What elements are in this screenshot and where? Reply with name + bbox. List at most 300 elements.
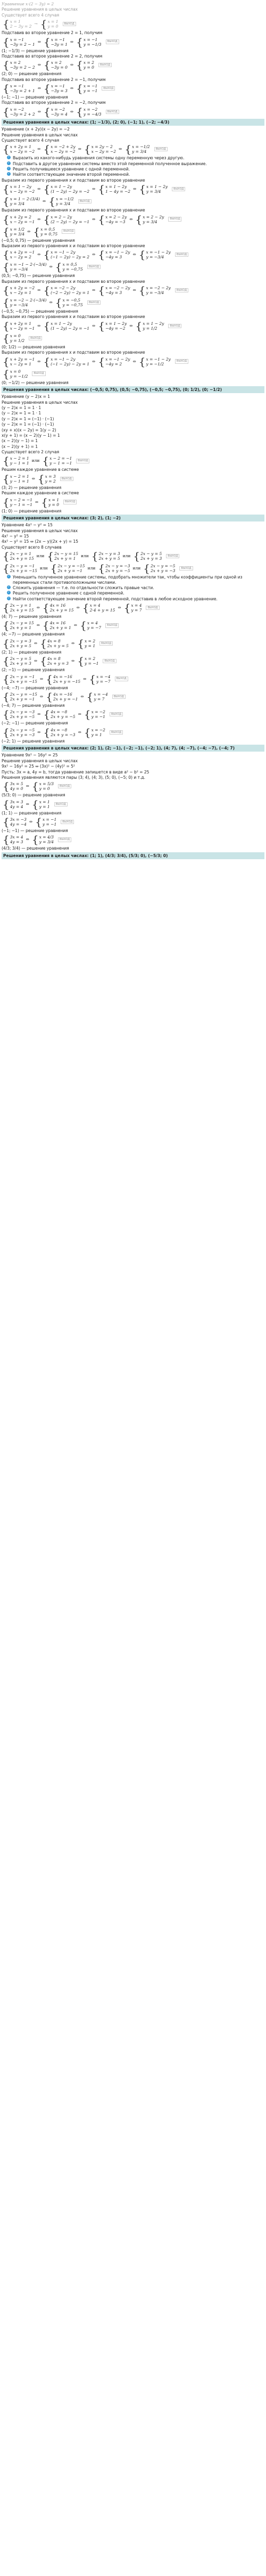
brace-glyph: { [3, 225, 10, 238]
exit-button[interactable]: ВЫХОД [110, 730, 123, 735]
method-step-item [7, 167, 264, 172]
operator: ⇔ [49, 300, 53, 305]
equation-row: x − 2 = −1 [49, 456, 72, 461]
equation-system-line [2, 655, 264, 667]
brace-glyph: { [3, 320, 10, 332]
brace-glyph: { [3, 798, 10, 810]
result-highlight: Решения уравнения в целых числах: (2; 1), (2; −1), (−2; −1), (−2; 1), (4; 7), (4; −7), (−4; −7), (−4; 7) [2, 745, 264, 752]
equation-row: 2x + y = 1 [49, 625, 71, 631]
brace-glyph: { [3, 105, 10, 118]
equation-system [3, 709, 35, 720]
text-line: Выразим из первого уравнения x и подставим во второе уравнение [2, 279, 145, 284]
equation-system [3, 356, 35, 367]
brace-glyph: { [135, 213, 143, 225]
exit-button[interactable]: ВЫХОД [63, 22, 76, 26]
brace-glyph: { [42, 619, 49, 632]
exit-button[interactable]: ВЫХОД [146, 606, 159, 610]
equation-row: 2x − y = 1 [10, 603, 31, 608]
equation-row: x = −1 [83, 37, 98, 42]
text-line: Решение уравнения в целых числах [2, 758, 78, 763]
exit-button[interactable]: ВЫХОД [76, 459, 89, 463]
equation-system [55, 297, 83, 308]
equation-row: x = 1 − 2y [51, 184, 72, 190]
brace-glyph: { [3, 655, 10, 667]
brace-glyph: { [98, 249, 105, 261]
text-line: Выразим из первого уравнения x и подставим во второе уравнение [2, 243, 145, 248]
equation-row: y − 1 = 1 [10, 478, 29, 484]
text-line: (xy + x)(x − 2y) = 1(y − 2) [2, 427, 56, 433]
equation-row: 2x + y = 3 [140, 556, 162, 561]
equation-row: y = −3/4 [10, 267, 28, 272]
equation-row: 2x + y = 1 [10, 625, 31, 631]
equation-row: y = −7 [87, 625, 102, 631]
exit-button[interactable]: ВЫХОД [175, 252, 188, 257]
text-line: Решение уравнения в целых числах [2, 400, 78, 405]
brace-glyph: { [3, 284, 10, 296]
equation-row: x + 2y = 1 [10, 321, 31, 326]
equation-system [135, 321, 164, 331]
brace-glyph: { [3, 18, 10, 30]
equation-row: x = 1 [39, 799, 50, 804]
equation-row: 2x + y = 15 [49, 608, 74, 613]
text-line: (−2; 1) — решение уравнения [2, 738, 65, 744]
operator: ⇔ [70, 109, 74, 114]
text-line: (2; 1) — решение уравнения [2, 649, 62, 655]
text-line: Существует всего 2 случая [2, 450, 60, 454]
equation-system [76, 60, 94, 70]
check-circle-icon [7, 172, 11, 176]
brace-glyph: { [43, 59, 51, 71]
exit-button[interactable]: ВЫХОД [99, 641, 113, 646]
equation-row: x = 2 [85, 656, 96, 662]
brace-glyph: { [50, 563, 57, 575]
exit-button[interactable]: ВЫХОД [61, 820, 74, 824]
equation-system [43, 285, 89, 296]
equation-row: 4x = −8 [51, 710, 68, 715]
operator: ⇔ [132, 288, 136, 292]
equation-system-line [2, 619, 264, 631]
equation-row: (−2 − 2y) − 2y = 1 [51, 290, 90, 295]
equation-row: x − 2y = −1 [10, 219, 35, 224]
equation-system [38, 474, 56, 484]
equation-system-line [2, 284, 264, 296]
equation-system-line [2, 834, 264, 845]
equation-system [82, 602, 115, 613]
equation-row: 2x − y = −1 [10, 674, 35, 679]
exit-button[interactable]: ВЫХОД [87, 300, 101, 305]
equation-row: 4x = 8 [47, 638, 61, 643]
equation-row: x = 4/3 [39, 835, 54, 840]
brace-glyph: { [47, 550, 54, 563]
exit-button[interactable]: ВЫХОД [110, 712, 123, 716]
equation-system [76, 107, 101, 117]
brace-glyph: { [46, 673, 53, 685]
exit-button[interactable]: ВЫХОД [112, 695, 126, 699]
text-line: Уравнение 9x² − 16y² = 25 [2, 753, 58, 758]
equation-system [43, 356, 89, 367]
equation-system [3, 474, 29, 484]
equation-system-line [2, 708, 264, 720]
equation-row: 2x − y = 5 [140, 551, 162, 557]
equation-row: x = 1 − 2y [143, 321, 164, 326]
brace-glyph: { [138, 284, 146, 296]
operator: ⇔ [133, 186, 137, 192]
equation-row: y = −3/4 [146, 290, 164, 295]
equation-system-line [2, 368, 264, 380]
equation-row: (2 − 2y) − 2y = −1 [51, 219, 90, 224]
exit-button[interactable]: ВЫХОД [168, 217, 181, 221]
equation-system [3, 638, 31, 649]
text-line: Подставив во второе уравнение 2 = 1, получим [2, 30, 103, 36]
exit-button[interactable]: ВЫХОД [179, 566, 193, 570]
equation-system-line [2, 59, 264, 71]
equation-row: y = −4/3 [83, 111, 102, 117]
equation-row: 2x + y = −1 [57, 568, 82, 574]
exit-button[interactable]: ВЫХОД [172, 187, 185, 191]
equation-row: y = 1 [91, 732, 102, 737]
operator: или [31, 458, 40, 463]
equation-row: (1 − 2y) − 2y = −1 [51, 325, 90, 331]
equation-row: 3x = −3 [10, 817, 27, 822]
equation-row: x = 3 [45, 474, 56, 479]
equation-row: −4y = −3 [105, 219, 126, 224]
equation-system [84, 727, 105, 738]
operator: ⇔ [34, 640, 38, 646]
equation-system-line [2, 563, 264, 574]
equation-system [44, 107, 68, 117]
section-heading: Существует всего 4 случая [2, 12, 60, 18]
equation-row: x = 1/2 [10, 226, 25, 232]
method-step-text: Выразить из какого-нибудь уравнения системы одну переменную через другую. [13, 156, 185, 161]
equation-row: y = −3/4 [146, 255, 164, 260]
equation-row: −3y = 2 + 1 [10, 88, 35, 93]
equation-row: y = 3/4 [132, 149, 147, 154]
equation-system [44, 60, 68, 70]
equation-system [133, 551, 162, 561]
brace-glyph: { [46, 690, 53, 703]
brace-glyph: { [41, 496, 48, 508]
equation-row: x = −2 − 2·(−3/4) [10, 298, 47, 303]
equation-system-line [2, 332, 264, 344]
exit-button[interactable]: ВЫХОД [102, 86, 115, 91]
text-line: Выразим из первого уравнения x и подставим во второе уравнение [2, 314, 145, 320]
brace-glyph: { [3, 780, 10, 793]
equation-row: x = 5/3 [39, 781, 54, 787]
exit-button[interactable]: ВЫХОД [60, 477, 73, 481]
brace-glyph: { [3, 472, 10, 485]
brace-glyph: { [3, 496, 10, 508]
equation-row: 2x − y = −3 [105, 564, 130, 569]
brace-glyph: { [84, 708, 91, 721]
exit-button[interactable]: ВЫХОД [32, 371, 45, 376]
equation-system [44, 37, 68, 47]
exit-button[interactable]: ВЫХОД [115, 676, 128, 681]
equation-row: y = 1/2 [143, 325, 157, 331]
equation-row: 2x + y = −5 [105, 568, 130, 574]
exit-button[interactable]: ВЫХОД [54, 802, 68, 806]
equation-row: 2x + y = 5 [98, 556, 120, 561]
exit-button[interactable]: ВЫХОД [98, 63, 112, 67]
text-line: Уравнение 4x² − y² = 15 [2, 523, 53, 528]
brace-glyph: { [42, 455, 49, 467]
operator: ⇔ [37, 186, 41, 192]
exit-button[interactable]: ВЫХОД [58, 784, 71, 788]
brace-glyph: { [123, 602, 131, 614]
method-step-text: Решить полученное уравнение с одной переменной. [13, 591, 124, 596]
equation-system [3, 656, 31, 666]
equation-row: 4y = −4 [10, 822, 27, 827]
brace-glyph: { [3, 249, 10, 261]
equation-system [89, 674, 110, 684]
equation-row: x = −2 [51, 107, 65, 112]
brace-glyph: { [43, 320, 51, 332]
equation-system [98, 285, 130, 296]
brace-glyph: { [43, 726, 51, 738]
method-step-item [7, 575, 264, 585]
equation-row: x − 2y = 1 [10, 361, 31, 366]
brace-glyph: { [76, 105, 83, 118]
equation-row: y = −0,75 [62, 267, 83, 272]
operator: ⇔ [37, 62, 41, 68]
equation-row: y = −1 [91, 714, 105, 720]
equation-system-line [2, 143, 264, 155]
equation-system [41, 497, 59, 508]
exit-button[interactable]: ВЫХОД [63, 500, 77, 504]
exit-button[interactable]: ВЫХОД [78, 199, 92, 203]
brace-glyph: { [3, 261, 10, 273]
equation-row: −3y = 0 [51, 65, 68, 70]
operator: ⇔ [76, 605, 80, 610]
result-highlight: Решения уравнения в целых числах: (−0,5; 0,75), (0,5; −0,75), (−0,5; −0,75), (0; 1/2), (0; −1/2) [2, 386, 264, 393]
exit-button[interactable]: ВЫХОД [106, 110, 119, 114]
equation-system [3, 691, 37, 702]
equation-row: y = −1 [85, 661, 99, 666]
equation-system [48, 196, 73, 207]
brace-glyph: { [3, 368, 10, 380]
text-line: (0,5; −0,75) — решение уравнения [2, 273, 75, 279]
text-line: Существует всего 8 случаев [2, 544, 62, 550]
operator: ⇔ [37, 146, 41, 152]
equation-row: x − 2y = −2 [10, 149, 35, 154]
brace-glyph: { [42, 602, 49, 614]
equation-row: x = 1 [48, 497, 59, 502]
equation-row: x = −2 − 2y [105, 286, 130, 290]
equation-row: y = −3/4 [10, 303, 28, 307]
operator: ⇔ [70, 62, 74, 68]
equation-system [3, 455, 29, 466]
equation-row: x = −0,5 [62, 298, 81, 303]
equation-row: x = −1 [10, 84, 24, 88]
brace-glyph: { [82, 602, 89, 614]
brace-glyph: { [33, 225, 40, 238]
equation-row: x = 0 [10, 333, 21, 338]
equation-system [40, 638, 69, 649]
exit-button[interactable]: ВЫХОД [103, 659, 116, 663]
equation-system [76, 83, 97, 94]
brace-glyph: { [43, 708, 51, 721]
equation-system [3, 333, 24, 344]
brace-glyph: { [3, 332, 10, 344]
equation-row: x = −1/2 [55, 197, 74, 202]
equation-row: x = 2 [83, 60, 94, 66]
brace-glyph: { [77, 637, 85, 649]
equation-system [32, 781, 54, 792]
exit-button[interactable]: ВЫХОД [168, 324, 181, 328]
brace-glyph: { [3, 297, 10, 308]
operator: ⇔ [37, 288, 41, 292]
equation-system [139, 356, 171, 367]
equation-row: y = 3/4 [55, 201, 71, 207]
operator: ⇔ [73, 623, 78, 628]
equation-row: −4y = −2 [105, 325, 126, 331]
check-circle-icon [7, 591, 11, 594]
equation-row: x = −2 [10, 107, 24, 112]
equation-row: x = 2y − 2 [91, 144, 113, 150]
text-line: Решение уравнения в целых числах [2, 528, 78, 533]
text-line: (−1; −1) — решение уравнения [2, 828, 68, 833]
exit-button[interactable]: ВЫХОД [175, 359, 188, 363]
exit-button[interactable]: ВЫХОД [62, 229, 75, 233]
equation-system [32, 834, 54, 845]
brace-glyph: { [43, 105, 51, 118]
equation-system [3, 196, 40, 207]
text-line: (0; 1/2) — решение уравнения [2, 344, 65, 349]
brace-glyph: { [43, 213, 51, 225]
operator: ⇔ [36, 623, 40, 628]
equation-system-line [2, 36, 264, 48]
equation-row: y = 0 [47, 24, 59, 29]
brace-glyph: { [98, 183, 105, 195]
operator: → [34, 21, 38, 27]
operator: ⇔ [27, 229, 31, 234]
equation-row: 2x − y = 15 [10, 621, 34, 626]
brace-glyph: { [3, 455, 10, 467]
text-line: (2; −1) — решение уравнения [2, 667, 65, 673]
equation-system-line [2, 455, 264, 467]
equation-row: 4y = 4 [10, 804, 23, 809]
equation-row: y = −1 [42, 822, 57, 827]
equation-row: x = 1 − 2y [51, 321, 72, 326]
equation-row: 2x + y = −3 [150, 568, 176, 574]
equation-system-line [2, 83, 264, 94]
equation-system [98, 563, 130, 574]
operator: ⇔ [92, 252, 96, 257]
equation-row: 2x + y = 3 [47, 661, 69, 666]
exit-button[interactable]: ВЫХОД [106, 39, 119, 44]
equation-row: x − 2 = 1 [10, 456, 29, 461]
equation-row: y = 0 [83, 65, 94, 70]
equation-system-line [2, 261, 264, 273]
equation-row: x − 2y = 1 [10, 290, 31, 295]
result-highlight: Решения уравнения в целых числах: (1; 1), (4/3; 3/4), (5/3; 0), (−5/3; 0) [2, 852, 264, 859]
equation-system-line [2, 183, 264, 195]
operator: ⇔ [39, 694, 44, 699]
operator: ⇔ [92, 358, 96, 364]
equation-row: x = −1 − 2y [51, 250, 76, 255]
exit-button[interactable]: ВЫХОД [175, 288, 188, 292]
equation-row: x = −2 − 2y [146, 286, 171, 290]
brace-glyph: { [43, 284, 51, 296]
equation-system [3, 184, 35, 194]
operator: ⇔ [37, 712, 41, 717]
equation-row: 2x + y = −1 [53, 696, 78, 702]
brace-glyph: { [3, 816, 10, 828]
text-line: (4/3; 3/4) — решение уравнения [2, 846, 69, 851]
equation-system [124, 602, 142, 613]
equation-row: 2x − y = −15 [10, 691, 37, 697]
text-line: Выразим из первого уравнения x и подставим во второе уравнение [2, 177, 145, 183]
equation-row: 2x + y = 1 [54, 556, 76, 561]
equation-system [3, 60, 35, 70]
equation-row: 4x = −16 [53, 691, 72, 697]
equation-system [43, 249, 89, 260]
method-step-item [7, 156, 264, 160]
equation-row: x − 2y = −2 [51, 149, 76, 154]
equation-system [3, 674, 37, 684]
equation-system [3, 297, 47, 308]
text-line: (y − 2)x = 1 = 1 · 1 [2, 405, 41, 410]
brace-glyph: { [89, 673, 96, 685]
equation-system-line [2, 320, 264, 332]
brace-glyph: { [43, 355, 51, 368]
result-highlight: Решения уравнения в целых числах: (1; −1/3), (2; 0), (−1; 1), (−2; −4/3) [2, 119, 264, 126]
equation-system [98, 249, 130, 260]
equation-row: 2x − y = −5 [150, 564, 176, 569]
equation-system [84, 144, 116, 154]
equation-row: x = 2 [85, 638, 96, 643]
operator: ⇔ [129, 323, 133, 328]
exit-button[interactable]: ВЫХОД [154, 147, 168, 151]
equation-system [46, 674, 80, 684]
exit-button[interactable]: ВЫХОД [58, 837, 71, 842]
brace-glyph: { [31, 780, 39, 793]
text-line: 4x² − y² = 15 [2, 534, 29, 539]
equation-system [32, 799, 50, 810]
equation-system [3, 214, 35, 225]
equation-row: −3y = 2 + 2 [10, 111, 35, 117]
brace-glyph: { [3, 563, 10, 575]
equation-row: x + 2y = 2 [10, 214, 31, 219]
text-line: (−1; −1) — решение уравнения [2, 95, 68, 100]
brace-glyph: { [43, 249, 51, 261]
exit-button[interactable]: ВЫХОД [87, 265, 101, 269]
operator: ⇔ [83, 676, 87, 681]
exit-button[interactable]: ВЫХОД [29, 336, 42, 340]
text-line: (2; 0) — решение уравнения [2, 71, 62, 77]
brace-glyph: { [43, 143, 51, 156]
brace-glyph: { [43, 183, 51, 195]
equation-row: −4y = 2 [105, 361, 122, 366]
equation-row: 3x = 3 [10, 799, 23, 804]
brace-glyph: { [84, 143, 91, 156]
operator: ⇔ [37, 39, 41, 44]
equation-system-line [2, 638, 264, 649]
equation-system [43, 602, 74, 613]
brace-glyph: { [98, 284, 105, 296]
operator: ⇔ [37, 323, 41, 328]
method-step-text: Сложить уравнения — т.е. по отдельности сложить правые части. [13, 585, 154, 590]
equation-row: y = 3/4 [143, 219, 157, 224]
equation-system [98, 321, 127, 331]
equation-row: x = 2 [51, 60, 62, 66]
equation-row: y = 7 [131, 608, 142, 613]
exit-button[interactable]: ВЫХОД [105, 623, 119, 627]
equation-row: 2x + y = 3 [10, 661, 31, 666]
exit-button[interactable]: ВЫХОД [166, 554, 179, 558]
operator: ⇔ [78, 146, 81, 152]
equation-row: 2x + y = −15 [10, 568, 37, 574]
text-line: (y − 2)x = 1 = (−1) · (−1) [2, 422, 54, 427]
